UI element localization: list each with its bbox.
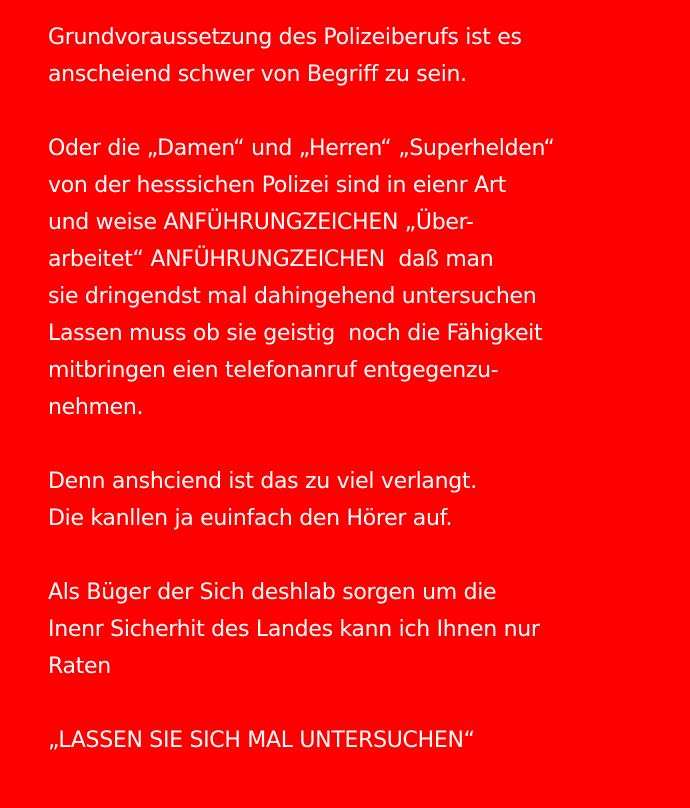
text-line: Raten — [48, 654, 111, 679]
text-line: und weise ANFÜHRUNGZEICHEN „Über- — [48, 210, 474, 235]
paragraph-5 — [48, 722, 690, 759]
text-line: Die kanllen ja euinfach den Hörer auf. — [48, 506, 453, 531]
text-line: von der hesssichen Polizei sind in eienr Art — [48, 173, 507, 198]
paragraph-1 — [48, 19, 690, 93]
text-line: sie dringendst mal dahingehend untersuchen — [48, 284, 537, 309]
text-line: Grundvoraussetzung des Polizeiberufs ist es — [48, 25, 522, 50]
paragraph-3 — [48, 463, 690, 537]
text-line: mitbringen eien telefonanruf entgegenzu- — [48, 358, 499, 383]
paragraph-4 — [48, 574, 690, 685]
text-line: Oder die „Damen“ und „Herren“ „Superhelden“ — [48, 136, 555, 161]
text-line: arbeitet“ ANFÜHRUNGZEICHEN daß man — [48, 247, 494, 272]
text-line: nehmen. — [48, 395, 144, 420]
text-line: „LASSEN SIE SICH MAL UNTERSUCHEN“ — [48, 728, 475, 753]
text-line: Denn anshciend ist das zu viel verlangt. — [48, 469, 477, 494]
text-line: Lassen muss ob sie geistig noch die Fähigkeit — [48, 321, 543, 346]
text-line: Inenr Sicherhit des Landes kann ich Ihnen nur — [48, 617, 540, 642]
text-line: anscheiend schwer von Begriff zu sein. — [48, 62, 467, 87]
text-line: Als Büger der Sich deshlab sorgen um die — [48, 580, 497, 605]
paragraph-2 — [48, 130, 690, 426]
